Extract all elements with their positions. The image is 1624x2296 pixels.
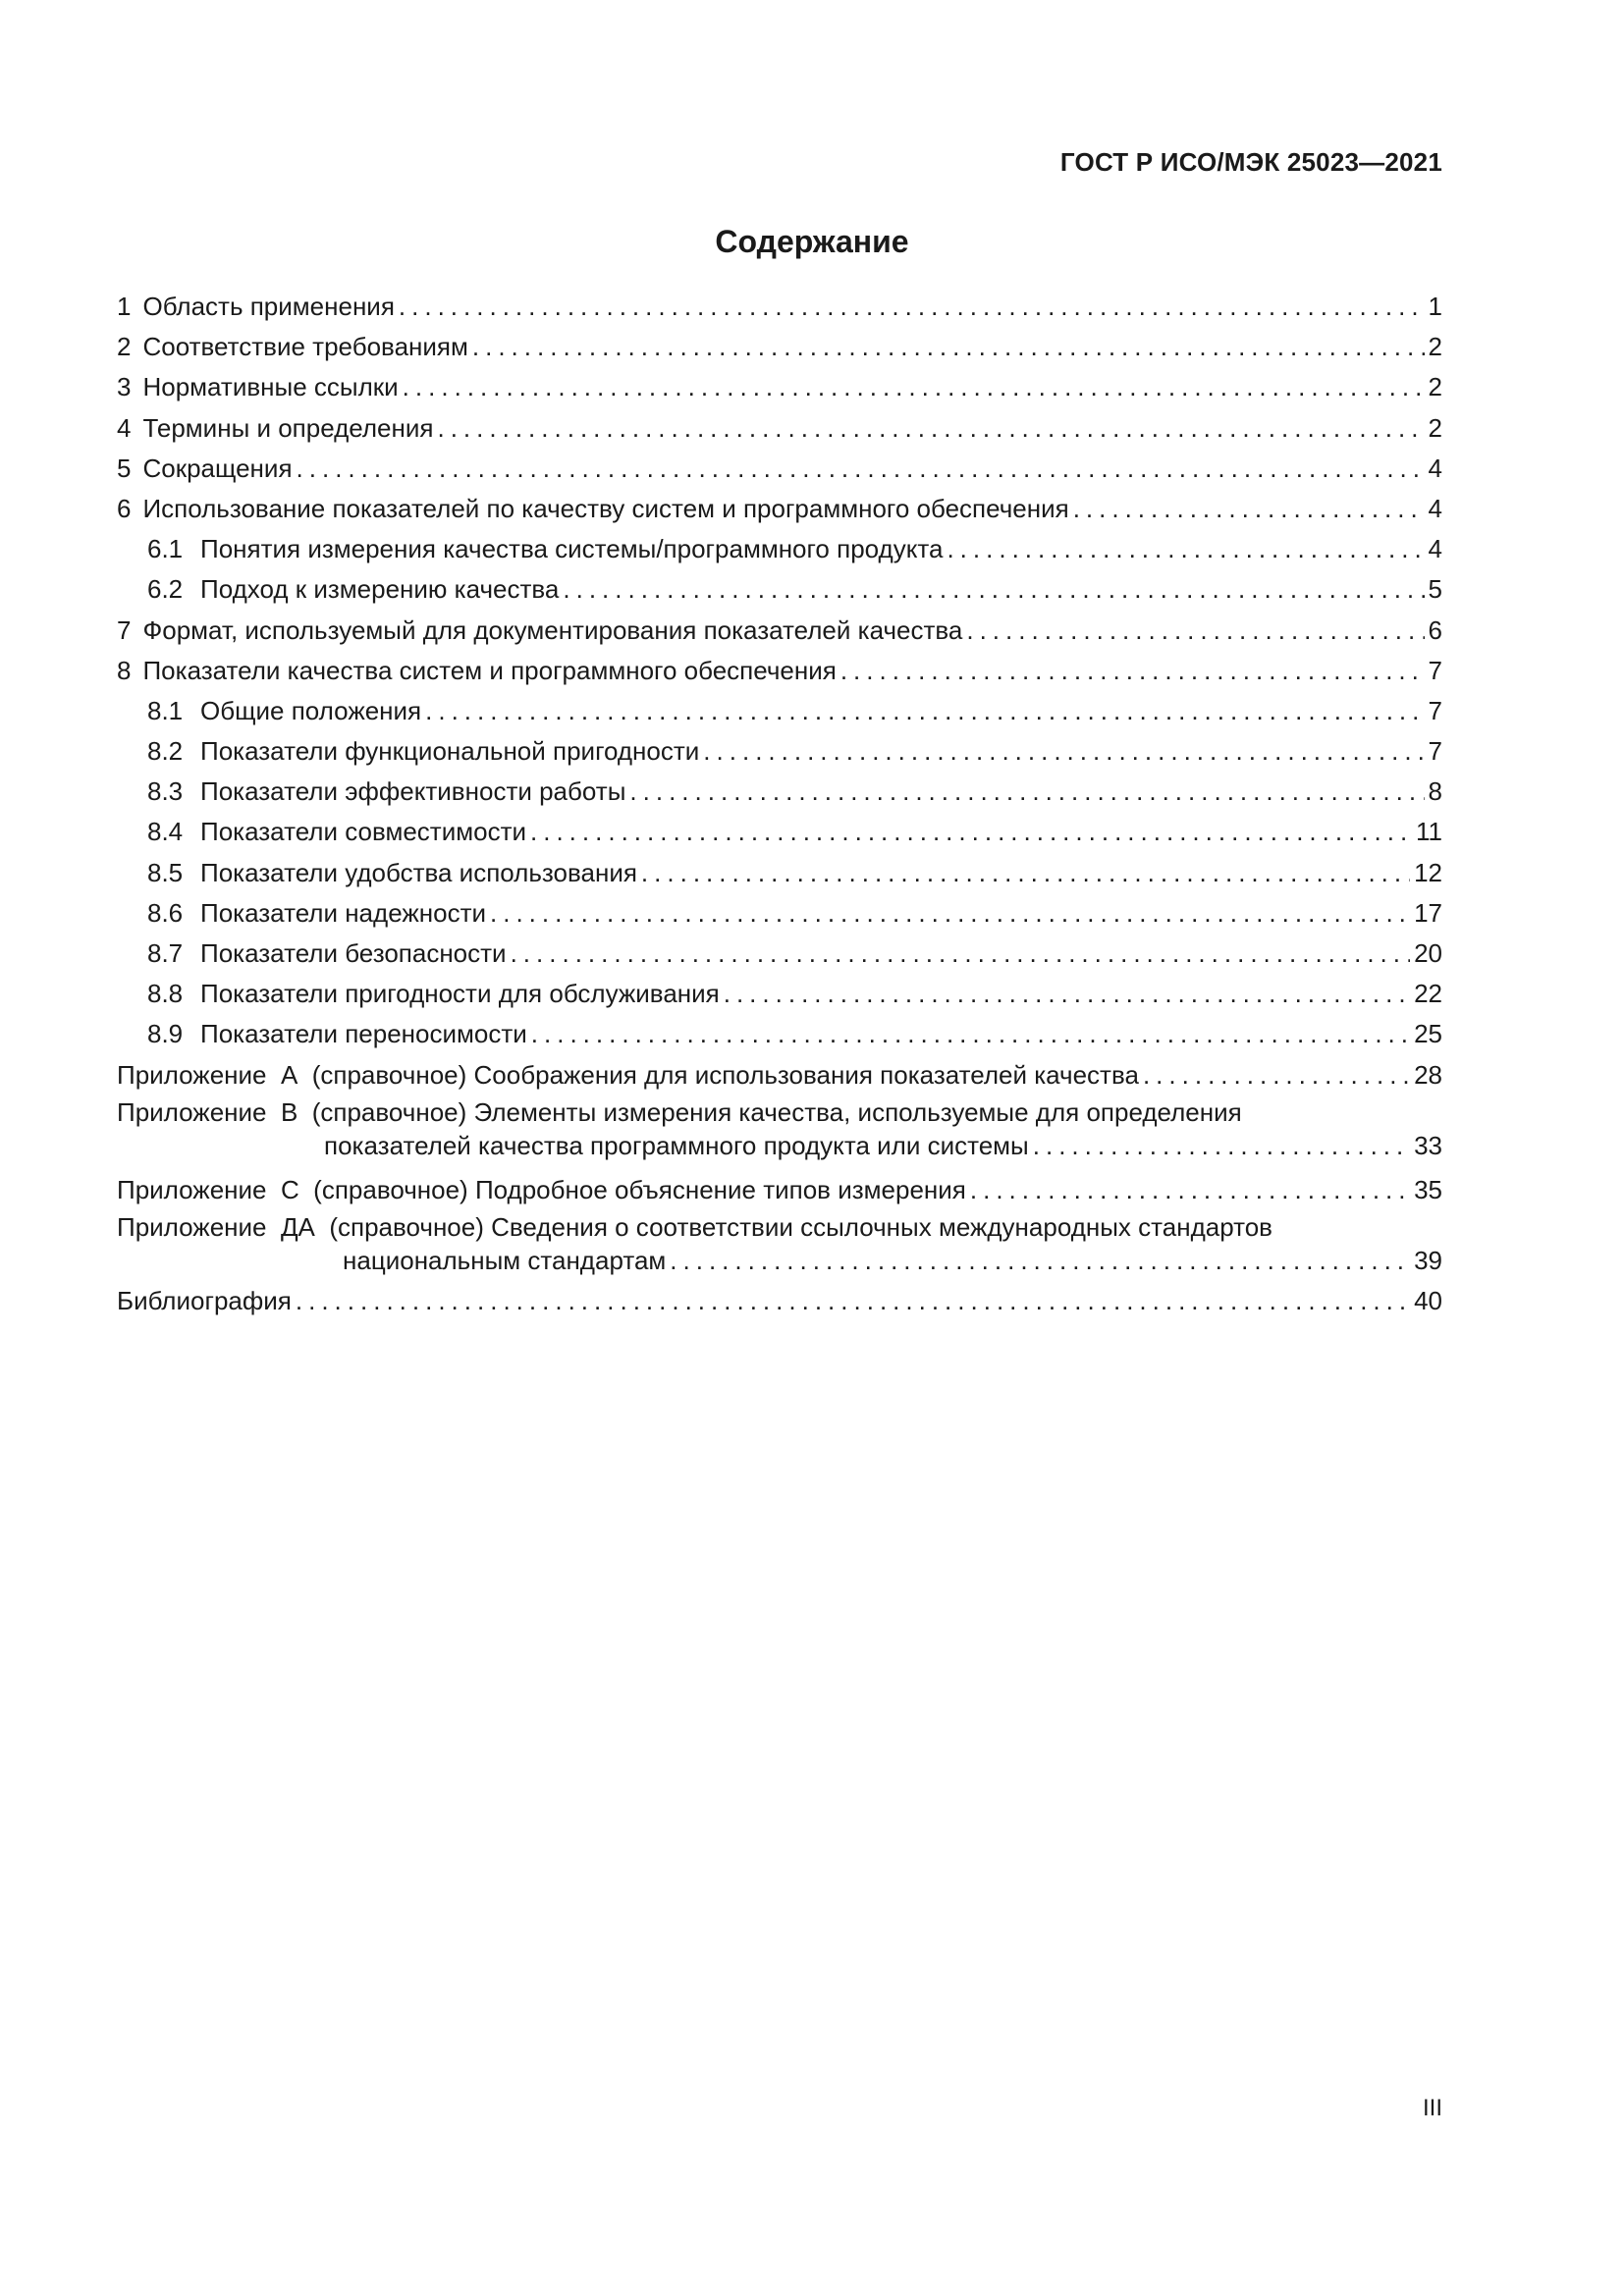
toc-page: 5 xyxy=(1428,574,1442,605)
toc-number: 8.7 xyxy=(147,938,184,968)
toc-title: Формат, используемый для документирования показателей качества xyxy=(142,614,963,645)
page-number: III xyxy=(1422,2095,1442,2121)
toc-number: 8.1 xyxy=(147,695,184,725)
toc-entry[interactable] xyxy=(117,287,1442,327)
toc-appendix-da[interactable] xyxy=(117,1210,1442,1281)
leader-dots xyxy=(947,529,1424,569)
toc-title: Область применения xyxy=(142,292,395,321)
toc-title: Показатели пригодности для обслуживания xyxy=(200,979,720,1009)
toc-page: 17 xyxy=(1414,897,1442,928)
toc-number: 8.6 xyxy=(147,897,184,928)
leader-dots xyxy=(966,611,1424,651)
toc-page: 20 xyxy=(1414,938,1442,968)
leader-dots xyxy=(641,853,1410,893)
toc-title: Общие положения xyxy=(200,695,422,725)
toc-page: 33 xyxy=(1414,1130,1442,1160)
leader-dots xyxy=(840,651,1425,691)
toc-title: Термины и определения xyxy=(142,412,434,443)
toc-subentry[interactable] xyxy=(117,853,1442,893)
toc-title: Показатели удобства использования xyxy=(200,857,637,887)
leader-dots xyxy=(490,893,1410,934)
leader-dots xyxy=(511,934,1411,974)
toc-number: 6 xyxy=(117,493,132,523)
toc-number: 3 xyxy=(117,372,132,402)
toc-appendix-b[interactable] xyxy=(117,1095,1442,1166)
toc-bibliography[interactable] xyxy=(117,1281,1442,1321)
toc-title: Сокращения xyxy=(142,453,293,483)
toc-number: 8.2 xyxy=(147,736,184,767)
toc-number: 8.4 xyxy=(147,817,184,847)
table-of-contents xyxy=(117,287,1442,1321)
toc-entry[interactable] xyxy=(117,449,1442,489)
toc-number: 8.9 xyxy=(147,1019,184,1049)
toc-title: Показатели надежности xyxy=(200,897,487,928)
toc-page: 12 xyxy=(1414,857,1442,887)
toc-number: 6.2 xyxy=(147,574,184,605)
leader-dots xyxy=(1033,1129,1410,1162)
toc-number: 8.8 xyxy=(147,979,184,1009)
toc-appendix-a[interactable] xyxy=(117,1055,1442,1095)
toc-title: Понятия измерения качества системы/программного продукта xyxy=(200,534,944,564)
toc-page: 8 xyxy=(1428,776,1442,807)
document-code: ГОСТ Р ИСО/МЭК 25023—2021 xyxy=(1059,147,1442,177)
leader-dots xyxy=(703,731,1424,772)
toc-number: 8.5 xyxy=(147,857,184,887)
toc-page: 2 xyxy=(1428,372,1442,402)
leader-dots xyxy=(670,1244,1410,1277)
toc-page: 7 xyxy=(1428,655,1442,685)
toc-page: 1 xyxy=(1428,292,1442,321)
toc-number: 6.1 xyxy=(147,534,184,564)
toc-number: 1 xyxy=(117,292,132,321)
toc-subentry[interactable] xyxy=(117,731,1442,772)
toc-page: 40 xyxy=(1414,1285,1442,1315)
toc-title: Показатели совместимости xyxy=(200,817,527,847)
toc-page: 28 xyxy=(1414,1059,1442,1090)
leader-dots xyxy=(472,327,1425,367)
toc-title: Показатели эффективности работы xyxy=(200,776,626,807)
toc-page: 4 xyxy=(1428,493,1442,523)
toc-number: 7 xyxy=(117,614,132,645)
leader-dots xyxy=(1073,489,1425,529)
toc-title: Показатели безопасности xyxy=(200,938,507,968)
leader-dots xyxy=(425,691,1424,731)
toc-title: Подход к измерению качества xyxy=(200,574,560,605)
toc-subentry[interactable] xyxy=(117,893,1442,934)
appendix-prefix: Приложение В (справочное) xyxy=(117,1096,467,1127)
toc-number: 8.3 xyxy=(147,776,184,807)
toc-entry[interactable] xyxy=(117,367,1442,407)
toc-entry[interactable] xyxy=(117,489,1442,529)
toc-title: Использование показателей по качеству систем и программного обеспечения xyxy=(142,493,1069,523)
leader-dots xyxy=(530,812,1412,852)
leader-dots xyxy=(724,974,1410,1014)
leader-dots xyxy=(297,449,1425,489)
toc-number: 4 xyxy=(117,412,132,443)
toc-number: 2 xyxy=(117,332,132,362)
toc-entry[interactable] xyxy=(117,611,1442,651)
toc-entry[interactable] xyxy=(117,327,1442,367)
toc-entry[interactable] xyxy=(117,651,1442,691)
leader-dots xyxy=(563,569,1424,610)
toc-subentry[interactable] xyxy=(117,1014,1442,1054)
appendix-title: Сведения о соответствии ссылочных международных стандартов xyxy=(491,1211,1272,1242)
leader-dots xyxy=(629,772,1424,812)
toc-subentry[interactable] xyxy=(117,772,1442,812)
toc-page: 35 xyxy=(1414,1174,1442,1204)
toc-title: Показатели функциональной пригодности xyxy=(200,736,700,767)
leader-dots xyxy=(970,1170,1410,1210)
toc-subentry[interactable] xyxy=(117,691,1442,731)
toc-number: 8 xyxy=(117,655,132,685)
toc-page: 4 xyxy=(1428,534,1442,564)
leader-dots xyxy=(437,408,1424,449)
toc-number: 5 xyxy=(117,453,132,483)
leader-dots xyxy=(296,1281,1410,1321)
toc-title: Соответствие требованиям xyxy=(142,332,468,362)
toc-page: 39 xyxy=(1414,1245,1442,1275)
toc-page: 22 xyxy=(1414,979,1442,1009)
appendix-prefix: Приложение С (справочное) xyxy=(117,1174,468,1204)
appendix-prefix: Приложение А (справочное) xyxy=(117,1059,467,1090)
toc-appendix-c[interactable] xyxy=(117,1170,1442,1210)
toc-subentry[interactable] xyxy=(117,569,1442,610)
leader-dots xyxy=(399,287,1425,327)
leader-dots xyxy=(403,367,1425,407)
page-title: Содержание xyxy=(715,224,909,259)
toc-entry[interactable] xyxy=(117,408,1442,449)
appendix-title-cont: национальным стандартам xyxy=(343,1245,667,1275)
toc-subentry[interactable] xyxy=(117,974,1442,1014)
appendix-title-cont: показателей качества программного продукта или системы xyxy=(324,1130,1029,1160)
toc-page: 2 xyxy=(1428,332,1442,362)
toc-page: 2 xyxy=(1428,412,1442,443)
toc-title: Нормативные ссылки xyxy=(142,372,399,402)
toc-title: Показатели качества систем и программного обеспечения xyxy=(142,655,837,685)
leader-dots xyxy=(531,1014,1410,1054)
toc-page: 7 xyxy=(1428,736,1442,767)
toc-subentry[interactable] xyxy=(117,529,1442,569)
toc-subentry[interactable] xyxy=(117,934,1442,974)
toc-subentry[interactable] xyxy=(117,812,1442,852)
toc-page: 11 xyxy=(1416,817,1442,847)
appendix-title: Соображения для использования показателей качества xyxy=(473,1059,1139,1090)
appendix-title: Элементы измерения качества, используемые для определения xyxy=(473,1096,1242,1127)
toc-page: 7 xyxy=(1428,695,1442,725)
leader-dots xyxy=(1143,1055,1410,1095)
appendix-title: Подробное объяснение типов измерения xyxy=(474,1174,966,1204)
toc-page: 4 xyxy=(1428,453,1442,483)
toc-page: 6 xyxy=(1428,614,1442,645)
toc-title: Показатели переносимости xyxy=(200,1019,527,1049)
bibliography-title: Библиография xyxy=(117,1285,292,1315)
toc-page: 25 xyxy=(1414,1019,1442,1049)
appendix-prefix: Приложение ДА (справочное) xyxy=(117,1211,484,1242)
